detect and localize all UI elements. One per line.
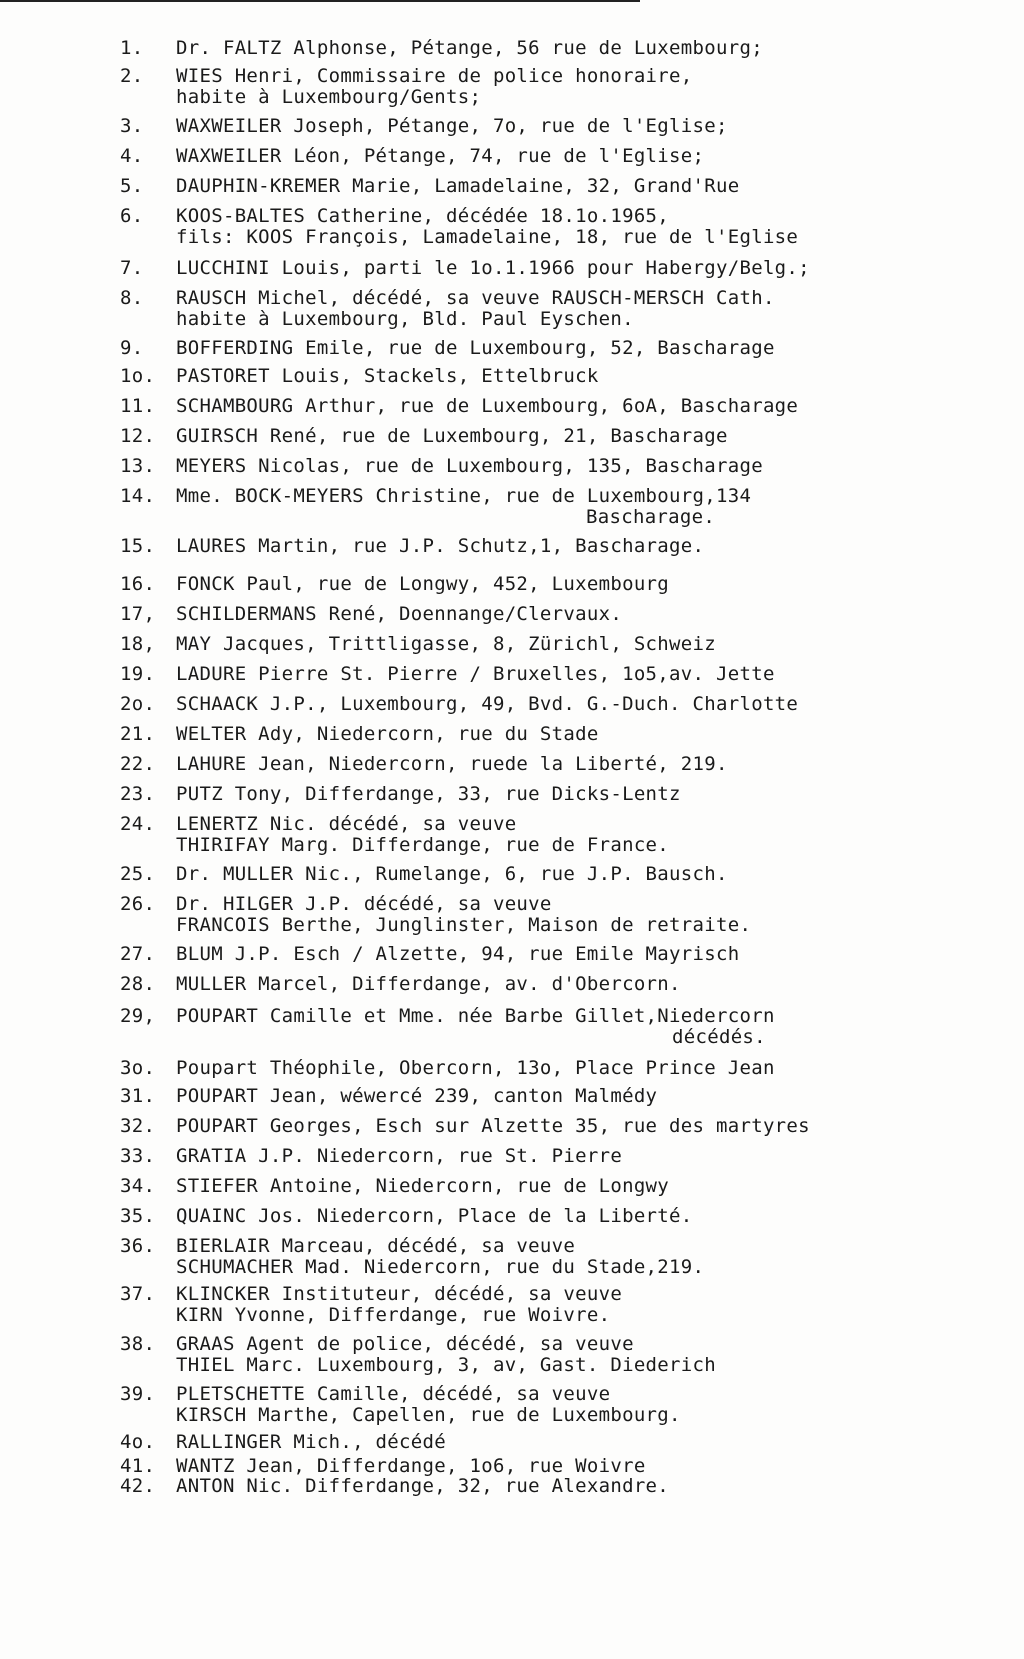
entry-text: WAXWEILER Léon, Pétange, 74, rue de l'Eglise; xyxy=(176,145,705,167)
entry-number: 37. xyxy=(120,1283,156,1305)
entry-text: MULLER Marcel, Differdange, av. d'Obercorn. xyxy=(176,973,681,995)
entry-text: POUPART Camille et Mme. née Barbe Gillet,Niedercorn xyxy=(176,1005,775,1027)
entry-number: 38. xyxy=(120,1333,156,1355)
entry-number: 6. xyxy=(120,205,144,227)
entry-number: 3. xyxy=(120,115,144,137)
entry-continuation: SCHUMACHER Mad. Niedercorn, rue du Stade,219. xyxy=(176,1256,705,1278)
entry-number: 21. xyxy=(120,723,156,745)
top-rule xyxy=(0,0,640,2)
entry-text: MEYERS Nicolas, rue de Luxembourg, 135, Bascharage xyxy=(176,455,763,477)
entry-number: 18, xyxy=(120,633,156,655)
entry-number: 7. xyxy=(120,257,144,279)
entry-number: 16. xyxy=(120,573,156,595)
entry-text: WAXWEILER Joseph, Pétange, 7o, rue de l'Eglise; xyxy=(176,115,728,137)
entry-text: Dr. HILGER J.P. décédé, sa veuve xyxy=(176,893,552,915)
entry-number: 3o. xyxy=(120,1057,156,1079)
entry-text: GRAAS Agent de police, décédé, sa veuve xyxy=(176,1333,634,1355)
entry-number: 25. xyxy=(120,863,156,885)
entry-number: 22. xyxy=(120,753,156,775)
entry-text: RAUSCH Michel, décédé, sa veuve RAUSCH-MERSCH Cath. xyxy=(176,287,775,309)
entry-text: GUIRSCH René, rue de Luxembourg, 21, Bascharage xyxy=(176,425,728,447)
entry-text: KLINCKER Instituteur, décédé, sa veuve xyxy=(176,1283,623,1305)
entry-continuation: Bascharage. xyxy=(586,506,716,528)
entry-number: 13. xyxy=(120,455,156,477)
entry-text: QUAINC Jos. Niedercorn, Place de la Liberté. xyxy=(176,1205,693,1227)
entry-continuation: habite à Luxembourg/Gents; xyxy=(176,86,482,108)
entry-text: STIEFER Antoine, Niedercorn, rue de Longwy xyxy=(176,1175,670,1197)
entry-text: ANTON Nic. Differdange, 32, rue Alexandre. xyxy=(176,1475,670,1497)
entry-continuation: KIRSCH Marthe, Capellen, rue de Luxembourg. xyxy=(176,1404,681,1426)
entry-number: 19. xyxy=(120,663,156,685)
entry-text: BLUM J.P. Esch / Alzette, 94, rue Emile Mayrisch xyxy=(176,943,740,965)
entry-number: 2. xyxy=(120,65,144,87)
entry-number: 4o. xyxy=(120,1431,156,1453)
entry-number: 33. xyxy=(120,1145,156,1167)
entry-text: LAURES Martin, rue J.P. Schutz,1, Bascharage. xyxy=(176,535,705,557)
entry-text: BOFFERDING Emile, rue de Luxembourg, 52, Bascharage xyxy=(176,337,775,359)
entry-text: RALLINGER Mich., décédé xyxy=(176,1431,446,1453)
entry-number: 35. xyxy=(120,1205,156,1227)
entry-number: 11. xyxy=(120,395,156,417)
entry-text: POUPART Georges, Esch sur Alzette 35, rue des martyres xyxy=(176,1115,810,1137)
entry-text: DAUPHIN-KREMER Marie, Lamadelaine, 32, Grand'Rue xyxy=(176,175,740,197)
entry-number: 39. xyxy=(120,1383,156,1405)
entry-text: SCHILDERMANS René, Doennange/Clervaux. xyxy=(176,603,623,625)
entry-number: 34. xyxy=(120,1175,156,1197)
entry-number: 14. xyxy=(120,485,156,507)
entry-continuation: THIEL Marc. Luxembourg, 3, av, Gast. Diederich xyxy=(176,1354,716,1376)
entry-number: 12. xyxy=(120,425,156,447)
entry-continuation: KIRN Yvonne, Differdange, rue Woivre. xyxy=(176,1304,611,1326)
entry-text: PLETSCHETTE Camille, décédé, sa veuve xyxy=(176,1383,611,1405)
entry-number: 2o. xyxy=(120,693,156,715)
entry-text: PUTZ Tony, Differdange, 33, rue Dicks-Lentz xyxy=(176,783,681,805)
entry-number: 31. xyxy=(120,1085,156,1107)
entry-number: 4. xyxy=(120,145,144,167)
entry-text: Dr. MULLER Nic., Rumelange, 6, rue J.P. Bausch. xyxy=(176,863,728,885)
entry-number: 28. xyxy=(120,973,156,995)
entry-number: 29, xyxy=(120,1005,156,1027)
entry-number: 1o. xyxy=(120,365,156,387)
entry-continuation: THIRIFAY Marg. Differdange, rue de France. xyxy=(176,834,670,856)
entry-text: SCHAACK J.P., Luxembourg, 49, Bvd. G.-Duch. Charlotte xyxy=(176,693,799,715)
entry-text: Dr. FALTZ Alphonse, Pétange, 56 rue de Luxembourg; xyxy=(176,37,763,59)
entry-continuation: FRANCOIS Berthe, Junglinster, Maison de retraite. xyxy=(176,914,752,936)
entry-text: FONCK Paul, rue de Longwy, 452, Luxembourg xyxy=(176,573,670,595)
entry-text: Poupart Théophile, Obercorn, 13o, Place Prince Jean xyxy=(176,1057,775,1079)
entry-number: 5. xyxy=(120,175,144,197)
entry-number: 27. xyxy=(120,943,156,965)
entry-number: 17, xyxy=(120,603,156,625)
entry-number: 26. xyxy=(120,893,156,915)
entry-text: Mme. BOCK-MEYERS Christine, rue de Luxembourg,134 xyxy=(176,485,752,507)
entry-text: LADURE Pierre St. Pierre / Bruxelles, 1o5,av. Jette xyxy=(176,663,775,685)
entry-text: WELTER Ady, Niedercorn, rue du Stade xyxy=(176,723,599,745)
entry-number: 8. xyxy=(120,287,144,309)
entry-text: LUCCHINI Louis, parti le 1o.1.1966 pour Habergy/Belg.; xyxy=(176,257,810,279)
entry-text: SCHAMBOURG Arthur, rue de Luxembourg, 6oA, Bascharage xyxy=(176,395,799,417)
entry-text: POUPART Jean, wéwercé 239, canton Malmédy xyxy=(176,1085,658,1107)
entry-number: 15. xyxy=(120,535,156,557)
entry-number: 36. xyxy=(120,1235,156,1257)
entry-text: LENERTZ Nic. décédé, sa veuve xyxy=(176,813,517,835)
entry-text: PASTORET Louis, Stackels, Ettelbruck xyxy=(176,365,599,387)
entry-number: 1. xyxy=(120,37,144,59)
entry-continuation: fils: KOOS François, Lamadelaine, 18, rue de l'Eglise xyxy=(176,226,799,248)
entry-number: 42. xyxy=(120,1475,156,1497)
entry-text: BIERLAIR Marceau, décédé, sa veuve xyxy=(176,1235,576,1257)
entry-number: 9. xyxy=(120,337,144,359)
entry-number: 24. xyxy=(120,813,156,835)
entry-number: 32. xyxy=(120,1115,156,1137)
entry-number: 23. xyxy=(120,783,156,805)
entry-continuation: décédés. xyxy=(672,1026,766,1048)
entry-text: MAY Jacques, Trittligasse, 8, Zürichl, Schweiz xyxy=(176,633,716,655)
entry-continuation: habite à Luxembourg, Bld. Paul Eyschen. xyxy=(176,308,634,330)
entry-text: WIES Henri, Commissaire de police honoraire, xyxy=(176,65,693,87)
entry-number: 41. xyxy=(120,1455,156,1477)
entry-text: GRATIA J.P. Niedercorn, rue St. Pierre xyxy=(176,1145,623,1167)
entry-text: LAHURE Jean, Niedercorn, ruede la Liberté, 219. xyxy=(176,753,728,775)
entry-text: WANTZ Jean, Differdange, 1o6, rue Woivre xyxy=(176,1455,646,1477)
entry-text: KOOS-BALTES Catherine, décédée 18.1o.1965, xyxy=(176,205,670,227)
